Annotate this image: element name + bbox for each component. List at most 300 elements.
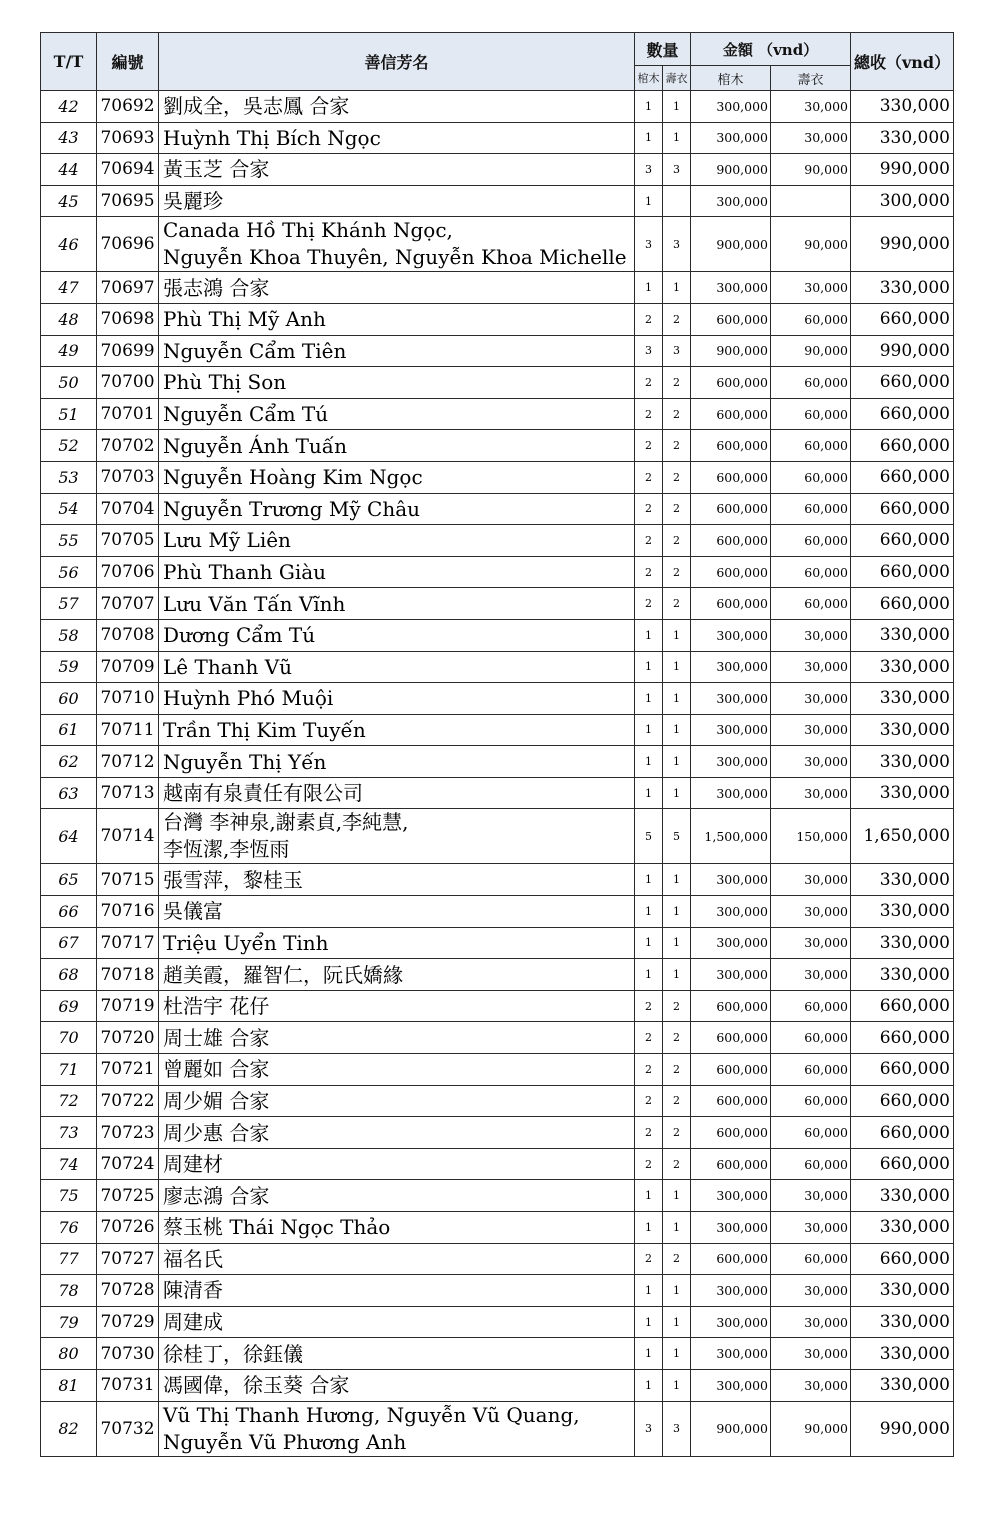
amount-coffin: 300,000 — [691, 272, 771, 304]
table-row — [41, 493, 954, 525]
amount-coffin: 600,000 — [691, 461, 771, 493]
qty-shroud: 1 — [663, 272, 691, 304]
qty-shroud: 2 — [663, 398, 691, 430]
donor-name-line: Huỳnh Phó Muội — [163, 686, 334, 711]
row-number: 51 — [41, 398, 97, 430]
amount-shroud: 30,000 — [771, 272, 851, 304]
row-code: 70699 — [97, 335, 159, 367]
qty-shroud: 3 — [663, 217, 691, 272]
table-row — [41, 556, 954, 588]
donor-name-line: Lưu Văn Tấn Vĩnh — [163, 591, 346, 616]
donor-name-line: Nguyễn Thị Yến — [163, 749, 327, 774]
row-total: 330,000 — [851, 777, 954, 809]
donor-name-line: 陳清香 — [163, 1278, 223, 1303]
qty-coffin: 2 — [635, 525, 663, 557]
donor-name-line: 周建成 — [163, 1310, 223, 1335]
amount-coffin: 900,000 — [691, 217, 771, 272]
amount-coffin: 300,000 — [691, 714, 771, 746]
qty-shroud: 2 — [663, 461, 691, 493]
row-code: 70706 — [97, 556, 159, 588]
qty-shroud: 2 — [663, 588, 691, 620]
donor-name-line: 周少媚 合家 — [163, 1088, 270, 1113]
amount-shroud: 30,000 — [771, 619, 851, 651]
row-total: 330,000 — [851, 122, 954, 154]
qty-shroud: 2 — [663, 303, 691, 335]
qty-shroud: 1 — [663, 1369, 691, 1401]
amount-shroud: 90,000 — [771, 217, 851, 272]
donor-name — [159, 303, 635, 335]
qty-shroud: 3 — [663, 335, 691, 367]
amount-shroud: 60,000 — [771, 493, 851, 525]
donor-name-line: Canada Hồ Thị Khánh Ngọc, — [163, 218, 453, 243]
amount-shroud: 30,000 — [771, 959, 851, 991]
table-row — [41, 1369, 954, 1401]
donor-name-line: 周建材 — [163, 1152, 223, 1177]
donor-name-line: Phù Thị Mỹ Anh — [163, 307, 326, 332]
qty-shroud: 1 — [663, 122, 691, 154]
donor-name-line: 廖志鴻 合家 — [163, 1183, 270, 1208]
donor-name-line: 吳麗珍 — [163, 189, 223, 214]
donor-name — [159, 367, 635, 399]
row-code: 70711 — [97, 714, 159, 746]
row-number: 66 — [41, 896, 97, 928]
table-row — [41, 1275, 954, 1307]
row-code: 70704 — [97, 493, 159, 525]
row-code: 70713 — [97, 777, 159, 809]
donor-name — [159, 1085, 635, 1117]
donor-name — [159, 1338, 635, 1370]
row-number: 49 — [41, 335, 97, 367]
donor-name-line: 越南有泉責任有限公司 — [163, 781, 363, 806]
row-total: 330,000 — [851, 1212, 954, 1244]
donor-name — [159, 777, 635, 809]
qty-coffin: 3 — [635, 1401, 663, 1456]
table-row — [41, 398, 954, 430]
row-number: 69 — [41, 990, 97, 1022]
amount-shroud: 60,000 — [771, 556, 851, 588]
amount-shroud: 30,000 — [771, 1180, 851, 1212]
row-total: 660,000 — [851, 525, 954, 557]
row-code: 70705 — [97, 525, 159, 557]
table-row — [41, 1180, 954, 1212]
qty-shroud: 1 — [663, 91, 691, 123]
donor-name-line: Phù Thanh Giàu — [163, 560, 327, 585]
row-number: 68 — [41, 959, 97, 991]
donor-name — [159, 1369, 635, 1401]
table-row — [41, 272, 954, 304]
row-code: 70709 — [97, 651, 159, 683]
donor-name-line: Nguyễn Ánh Tuấn — [163, 433, 347, 458]
amount-coffin: 300,000 — [691, 619, 771, 651]
row-number: 46 — [41, 217, 97, 272]
row-total: 660,000 — [851, 430, 954, 462]
header-quantity: 數量 — [635, 33, 691, 66]
qty-shroud: 1 — [663, 1338, 691, 1370]
donor-name — [159, 1243, 635, 1275]
donor-name — [159, 651, 635, 683]
qty-coffin: 2 — [635, 461, 663, 493]
row-total: 660,000 — [851, 1054, 954, 1086]
row-number: 52 — [41, 430, 97, 462]
amount-coffin: 300,000 — [691, 1306, 771, 1338]
qty-shroud: 1 — [663, 683, 691, 715]
table-row — [41, 1338, 954, 1370]
donor-name-line: Nguyễn Cẩm Tiên — [163, 338, 347, 363]
qty-shroud: 1 — [663, 1212, 691, 1244]
row-code: 70725 — [97, 1180, 159, 1212]
amount-shroud: 60,000 — [771, 398, 851, 430]
amount-shroud — [771, 185, 851, 217]
amount-shroud: 30,000 — [771, 927, 851, 959]
qty-shroud: 2 — [663, 1243, 691, 1275]
amount-shroud: 60,000 — [771, 990, 851, 1022]
amount-coffin: 600,000 — [691, 303, 771, 335]
donor-name — [159, 927, 635, 959]
table-row — [41, 746, 954, 778]
qty-coffin: 2 — [635, 1148, 663, 1180]
row-code: 70722 — [97, 1085, 159, 1117]
donor-name-line: Lê Thanh Vũ — [163, 654, 293, 679]
donor-name-line: Triệu Uyển Tinh — [163, 930, 329, 955]
amount-coffin: 300,000 — [691, 651, 771, 683]
donor-name-line: 張雪萍，黎桂玉 — [163, 867, 303, 892]
amount-shroud: 60,000 — [771, 525, 851, 557]
qty-shroud: 1 — [663, 746, 691, 778]
qty-coffin: 2 — [635, 303, 663, 335]
qty-coffin: 1 — [635, 746, 663, 778]
donor-name — [159, 461, 635, 493]
table-row — [41, 303, 954, 335]
row-number: 81 — [41, 1369, 97, 1401]
qty-coffin: 2 — [635, 367, 663, 399]
donor-name — [159, 683, 635, 715]
header-amount: 金額 （vnd） — [691, 33, 851, 66]
amount-coffin: 300,000 — [691, 122, 771, 154]
table-row — [41, 864, 954, 896]
qty-shroud: 3 — [663, 1401, 691, 1456]
row-code: 70701 — [97, 398, 159, 430]
row-total: 660,000 — [851, 1022, 954, 1054]
row-number: 74 — [41, 1148, 97, 1180]
donor-name — [159, 1148, 635, 1180]
table-row — [41, 1022, 954, 1054]
row-total: 330,000 — [851, 746, 954, 778]
table-row — [41, 1085, 954, 1117]
amount-coffin: 900,000 — [691, 335, 771, 367]
amount-shroud: 30,000 — [771, 683, 851, 715]
amount-coffin: 300,000 — [691, 91, 771, 123]
amount-coffin: 300,000 — [691, 746, 771, 778]
amount-shroud: 60,000 — [771, 1148, 851, 1180]
donor-name-line: 蔡玉桃 Thái Ngọc Thảo — [163, 1215, 391, 1240]
row-total: 330,000 — [851, 1180, 954, 1212]
row-number: 72 — [41, 1085, 97, 1117]
row-total: 990,000 — [851, 154, 954, 186]
donor-name-line: Vũ Thị Thanh Hương, Nguyễn Vũ Quang, — [163, 1402, 580, 1427]
table-row — [41, 927, 954, 959]
qty-shroud: 3 — [663, 154, 691, 186]
row-code: 70717 — [97, 927, 159, 959]
row-total: 300,000 — [851, 185, 954, 217]
table-row — [41, 959, 954, 991]
donor-name-line: 趙美霞，羅智仁，阮氏嬌緣 — [163, 962, 403, 987]
amount-coffin: 300,000 — [691, 1180, 771, 1212]
qty-coffin: 2 — [635, 1022, 663, 1054]
amount-coffin: 600,000 — [691, 367, 771, 399]
qty-coffin: 2 — [635, 1054, 663, 1086]
amount-shroud: 30,000 — [771, 1275, 851, 1307]
amount-coffin: 900,000 — [691, 1401, 771, 1456]
donor-name — [159, 1212, 635, 1244]
donor-name — [159, 1275, 635, 1307]
table-row — [41, 1401, 954, 1456]
qty-coffin: 1 — [635, 1275, 663, 1307]
row-code: 70692 — [97, 91, 159, 123]
donor-name-line: Dương Cẩm Tú — [163, 623, 316, 648]
donor-name — [159, 493, 635, 525]
donor-name-line: 周士雄 合家 — [163, 1025, 270, 1050]
table-row — [41, 809, 954, 864]
row-number: 44 — [41, 154, 97, 186]
table-row — [41, 185, 954, 217]
donor-name-line: Phù Thị Son — [163, 370, 287, 395]
row-code: 70726 — [97, 1212, 159, 1244]
row-number: 67 — [41, 927, 97, 959]
row-number: 65 — [41, 864, 97, 896]
amount-shroud: 30,000 — [771, 122, 851, 154]
row-total: 660,000 — [851, 1117, 954, 1149]
donor-name — [159, 1117, 635, 1149]
row-code: 70732 — [97, 1401, 159, 1456]
header-donor-name: 善信芳名 — [159, 33, 635, 91]
row-number: 62 — [41, 746, 97, 778]
table-row — [41, 1054, 954, 1086]
qty-shroud: 2 — [663, 1022, 691, 1054]
row-number: 45 — [41, 185, 97, 217]
row-number: 55 — [41, 525, 97, 557]
amount-shroud: 60,000 — [771, 1085, 851, 1117]
header-qty-coffin: 棺木 — [635, 66, 663, 91]
header-total: 總收（vnd） — [851, 33, 954, 91]
qty-coffin: 1 — [635, 896, 663, 928]
table-row — [41, 777, 954, 809]
qty-shroud: 1 — [663, 1180, 691, 1212]
amount-coffin: 600,000 — [691, 430, 771, 462]
amount-shroud: 60,000 — [771, 1054, 851, 1086]
amount-coffin: 600,000 — [691, 525, 771, 557]
donor-name-line: Nguyễn Trương Mỹ Châu — [163, 496, 421, 521]
qty-shroud: 1 — [663, 959, 691, 991]
donor-name-line: Trần Thị Kim Tuyến — [163, 717, 366, 742]
donor-name — [159, 809, 635, 864]
header-qty-shroud: 壽衣 — [663, 66, 691, 91]
donor-name — [159, 1022, 635, 1054]
qty-coffin: 1 — [635, 185, 663, 217]
row-code: 70695 — [97, 185, 159, 217]
qty-shroud — [663, 185, 691, 217]
donor-name-line: Nguyễn Hoàng Kim Ngọc — [163, 465, 423, 490]
donor-name — [159, 619, 635, 651]
row-number: 79 — [41, 1306, 97, 1338]
row-number: 80 — [41, 1338, 97, 1370]
donation-table — [40, 32, 954, 1457]
amount-coffin: 300,000 — [691, 927, 771, 959]
amount-shroud: 30,000 — [771, 746, 851, 778]
row-code: 70716 — [97, 896, 159, 928]
row-number: 47 — [41, 272, 97, 304]
qty-coffin: 1 — [635, 91, 663, 123]
donor-name-line: 杜浩宇 花仔 — [163, 994, 270, 1019]
amount-coffin: 300,000 — [691, 777, 771, 809]
qty-shroud: 1 — [663, 1275, 691, 1307]
row-total: 330,000 — [851, 1338, 954, 1370]
qty-coffin: 1 — [635, 619, 663, 651]
row-code: 70731 — [97, 1369, 159, 1401]
qty-shroud: 2 — [663, 493, 691, 525]
amount-shroud: 30,000 — [771, 1212, 851, 1244]
row-total: 990,000 — [851, 335, 954, 367]
row-code: 70724 — [97, 1148, 159, 1180]
table-row — [41, 461, 954, 493]
row-code: 70694 — [97, 154, 159, 186]
row-number: 63 — [41, 777, 97, 809]
amount-shroud: 90,000 — [771, 1401, 851, 1456]
row-code: 70697 — [97, 272, 159, 304]
donor-name — [159, 588, 635, 620]
table-row — [41, 588, 954, 620]
amount-shroud: 90,000 — [771, 154, 851, 186]
amount-shroud: 60,000 — [771, 1243, 851, 1275]
qty-coffin: 2 — [635, 493, 663, 525]
row-code: 70721 — [97, 1054, 159, 1086]
donor-name — [159, 154, 635, 186]
qty-coffin: 1 — [635, 959, 663, 991]
donor-name — [159, 335, 635, 367]
donor-name — [159, 91, 635, 123]
header-amt-coffin: 棺木 — [691, 66, 771, 91]
qty-shroud: 2 — [663, 367, 691, 399]
amount-shroud: 30,000 — [771, 896, 851, 928]
qty-coffin: 1 — [635, 927, 663, 959]
row-number: 48 — [41, 303, 97, 335]
row-total: 660,000 — [851, 367, 954, 399]
row-total: 330,000 — [851, 959, 954, 991]
row-total: 660,000 — [851, 1243, 954, 1275]
row-number: 77 — [41, 1243, 97, 1275]
qty-coffin: 3 — [635, 335, 663, 367]
amount-coffin: 300,000 — [691, 1338, 771, 1370]
row-number: 70 — [41, 1022, 97, 1054]
row-code: 70712 — [97, 746, 159, 778]
amount-shroud: 30,000 — [771, 91, 851, 123]
row-code: 70710 — [97, 683, 159, 715]
qty-shroud: 1 — [663, 651, 691, 683]
row-code: 70700 — [97, 367, 159, 399]
qty-coffin: 2 — [635, 1243, 663, 1275]
qty-coffin: 1 — [635, 777, 663, 809]
row-code: 70696 — [97, 217, 159, 272]
table-row — [41, 1212, 954, 1244]
row-total: 990,000 — [851, 217, 954, 272]
table-header — [41, 33, 954, 91]
row-total: 330,000 — [851, 864, 954, 896]
amount-shroud: 60,000 — [771, 588, 851, 620]
qty-shroud: 1 — [663, 777, 691, 809]
amount-coffin: 600,000 — [691, 1085, 771, 1117]
row-total: 1,650,000 — [851, 809, 954, 864]
donor-name — [159, 185, 635, 217]
donor-name — [159, 122, 635, 154]
amount-coffin: 600,000 — [691, 1054, 771, 1086]
qty-coffin: 3 — [635, 217, 663, 272]
row-total: 330,000 — [851, 619, 954, 651]
row-number: 56 — [41, 556, 97, 588]
amount-coffin: 600,000 — [691, 493, 771, 525]
donor-name-line: Nguyễn Khoa Thuyên, Nguyễn Khoa Michelle — [163, 245, 627, 270]
amount-coffin: 600,000 — [691, 1243, 771, 1275]
row-total: 330,000 — [851, 896, 954, 928]
row-number: 57 — [41, 588, 97, 620]
row-total: 330,000 — [851, 1306, 954, 1338]
amount-shroud: 60,000 — [771, 303, 851, 335]
row-total: 660,000 — [851, 493, 954, 525]
amount-coffin: 600,000 — [691, 990, 771, 1022]
amount-shroud: 60,000 — [771, 1022, 851, 1054]
row-code: 70693 — [97, 122, 159, 154]
qty-coffin: 2 — [635, 1085, 663, 1117]
donor-name — [159, 1180, 635, 1212]
row-number: 53 — [41, 461, 97, 493]
row-total: 660,000 — [851, 588, 954, 620]
amount-shroud: 30,000 — [771, 651, 851, 683]
table-row — [41, 1306, 954, 1338]
amount-coffin: 300,000 — [691, 1369, 771, 1401]
row-total: 660,000 — [851, 556, 954, 588]
qty-coffin: 2 — [635, 398, 663, 430]
qty-coffin: 1 — [635, 864, 663, 896]
qty-shroud: 1 — [663, 927, 691, 959]
donor-name-line: 張志鴻 合家 — [163, 275, 270, 300]
table-row — [41, 335, 954, 367]
amount-shroud: 30,000 — [771, 714, 851, 746]
qty-coffin: 3 — [635, 154, 663, 186]
qty-coffin: 1 — [635, 1180, 663, 1212]
donor-name-line: Nguyễn Cẩm Tú — [163, 402, 329, 427]
row-code: 70728 — [97, 1275, 159, 1307]
amount-coffin: 600,000 — [691, 1148, 771, 1180]
qty-coffin: 2 — [635, 1117, 663, 1149]
row-number: 54 — [41, 493, 97, 525]
row-total: 330,000 — [851, 1369, 954, 1401]
qty-shroud: 2 — [663, 525, 691, 557]
donor-name-line: Huỳnh Thị Bích Ngọc — [163, 125, 381, 150]
amount-shroud: 30,000 — [771, 1338, 851, 1370]
row-code: 70702 — [97, 430, 159, 462]
donor-name — [159, 1054, 635, 1086]
header-code: 編號 — [97, 33, 159, 91]
amount-coffin: 300,000 — [691, 959, 771, 991]
table-row — [41, 714, 954, 746]
qty-shroud: 1 — [663, 1306, 691, 1338]
row-number: 73 — [41, 1117, 97, 1149]
donor-name — [159, 746, 635, 778]
amount-coffin: 300,000 — [691, 1212, 771, 1244]
table-row — [41, 367, 954, 399]
row-number: 60 — [41, 683, 97, 715]
donor-name-line: 吳儀富 — [163, 899, 223, 924]
row-total: 660,000 — [851, 1148, 954, 1180]
row-code: 70707 — [97, 588, 159, 620]
